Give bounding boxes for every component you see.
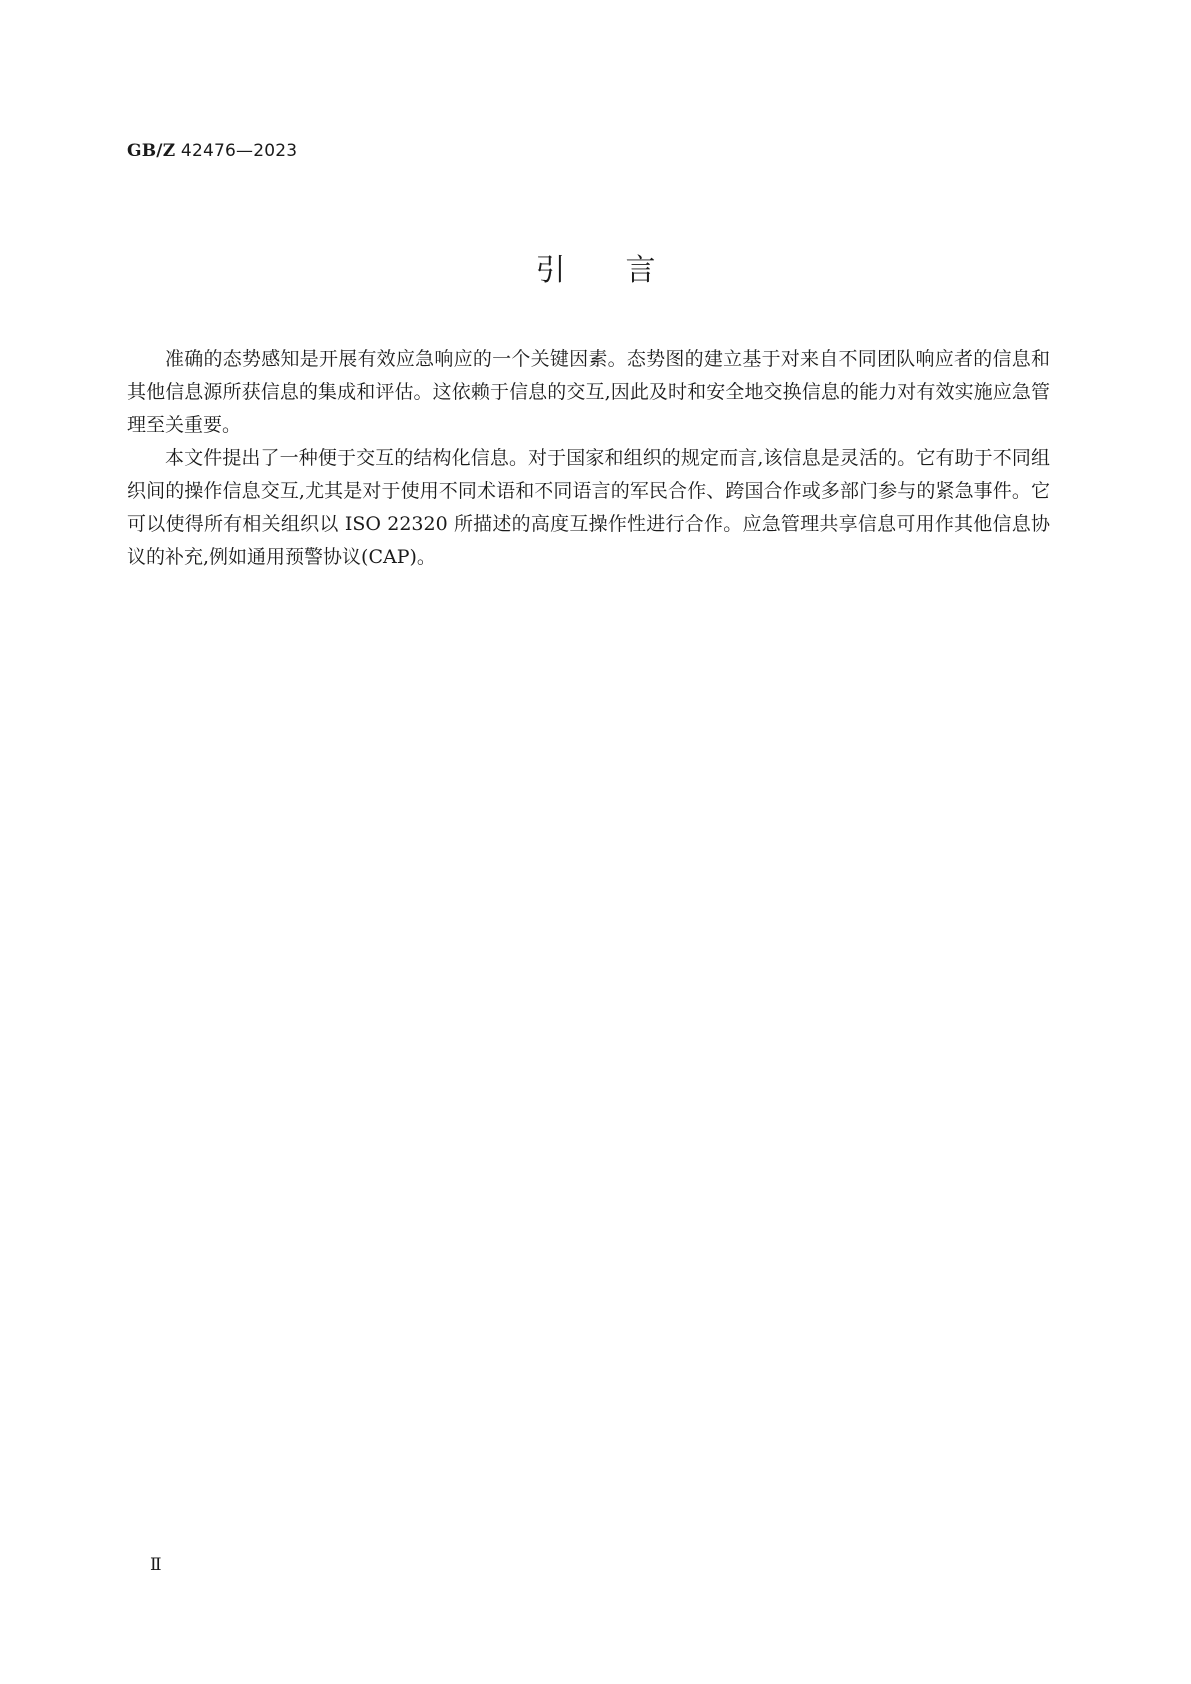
standard-code-prefix: GB/Z [127,141,176,161]
paragraph-1: 准确的态势感知是开展有效应急响应的一个关键因素。态势图的建立基于对来自不同团队响应者的信息和其他信息源所获信息的集成和评估。这依赖于信息的交互,因此及时和安全地交换信息的能力对有效实施应急管理至关重要。 [127,348,1050,436]
page-number: Ⅱ [150,1555,162,1575]
introduction-body [127,343,1050,574]
standard-code-number: 42476—2023 [180,141,298,161]
paragraph-2: 本文件提出了一种便于交互的结构化信息。对于国家和组织的规定而言,该信息是灵活的。它有助于不同组织间的操作信息交互,尤其是对于使用不同术语和不同语言的军民合作、跨国合作或多部门参与的紧急事件。它可以使得所有相关组织以 ISO 22320 所描述的高度互操作性进行合作。应急管理共享信息可用作其他信息协议的补充,例如通用预警协议(CAP)。 [127,447,1050,568]
page-title: 引言 [535,253,716,288]
standard-code [127,141,297,161]
